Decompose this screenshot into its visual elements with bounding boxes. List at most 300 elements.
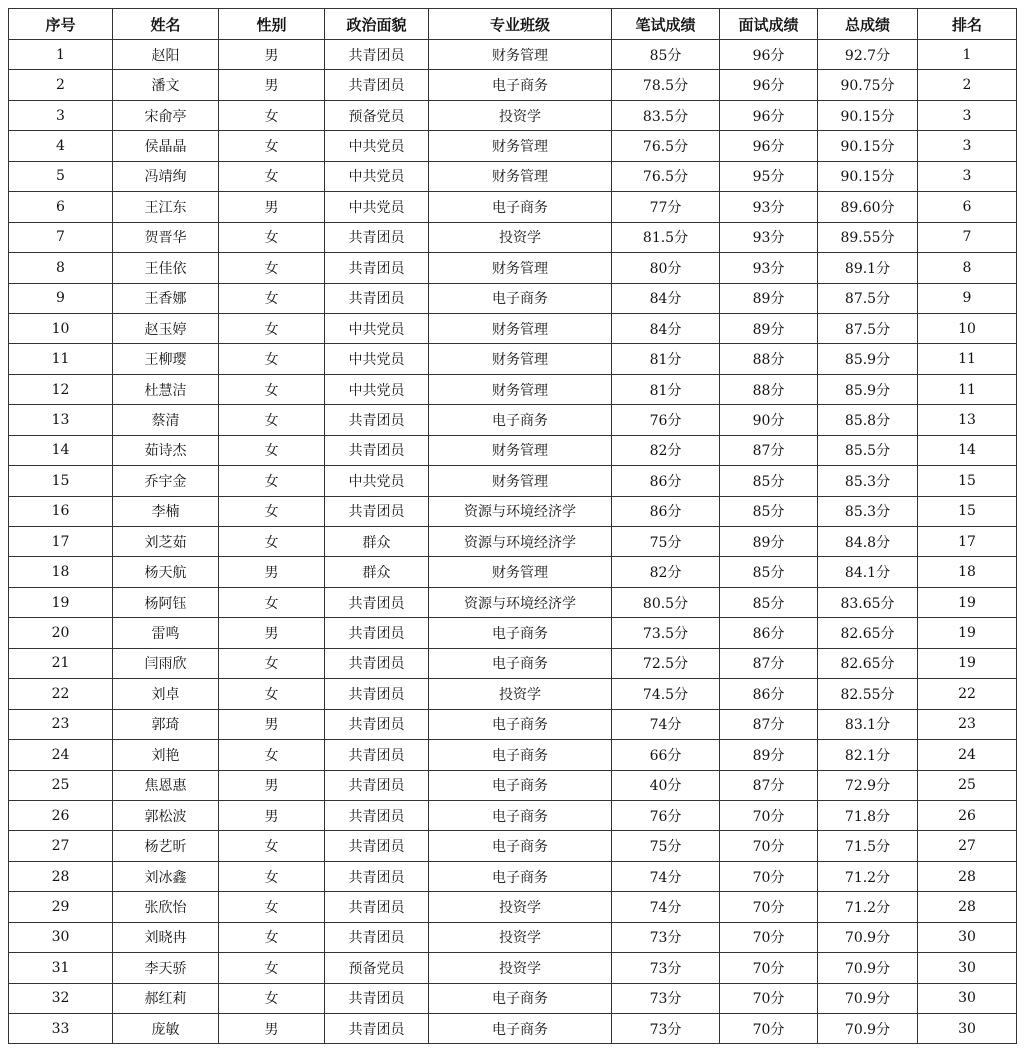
cell-interview-score: 70分 (720, 831, 818, 861)
cell-interview-score: 70分 (720, 1014, 818, 1044)
header-index: 序号 (9, 9, 113, 40)
cell-major-class: 投资学 (429, 892, 612, 922)
cell-interview-score: 96分 (720, 131, 818, 161)
cell-total-score: 84.8分 (818, 527, 918, 557)
cell-major-class: 资源与环境经济学 (429, 496, 612, 526)
table-row (9, 648, 1017, 678)
cell-gender: 女 (219, 922, 325, 952)
cell-index: 4 (9, 131, 113, 161)
cell-political-status: 群众 (325, 527, 429, 557)
cell-gender: 女 (219, 131, 325, 161)
cell-major-class: 财务管理 (429, 161, 612, 191)
cell-interview-score: 89分 (720, 283, 818, 313)
cell-political-status: 中共党员 (325, 192, 429, 222)
cell-political-status: 预备党员 (325, 100, 429, 130)
cell-major-class: 财务管理 (429, 313, 612, 343)
cell-interview-score: 90分 (720, 405, 818, 435)
cell-rank: 30 (918, 1014, 1017, 1044)
cell-major-class: 电子商务 (429, 283, 612, 313)
cell-rank: 9 (918, 283, 1017, 313)
cell-major-class: 投资学 (429, 100, 612, 130)
cell-rank: 28 (918, 861, 1017, 891)
cell-rank: 11 (918, 374, 1017, 404)
cell-total-score: 71.8分 (818, 800, 918, 830)
cell-index: 10 (9, 313, 113, 343)
cell-gender: 女 (219, 374, 325, 404)
cell-gender: 男 (219, 618, 325, 648)
cell-interview-score: 70分 (720, 892, 818, 922)
cell-total-score: 89.1分 (818, 253, 918, 283)
cell-interview-score: 86分 (720, 618, 818, 648)
cell-major-class: 财务管理 (429, 40, 612, 70)
cell-written-score: 83.5分 (612, 100, 720, 130)
cell-gender: 女 (219, 648, 325, 678)
header-written-score: 笔试成绩 (612, 9, 720, 40)
cell-major-class: 投资学 (429, 953, 612, 983)
cell-gender: 女 (219, 587, 325, 617)
cell-index: 22 (9, 679, 113, 709)
cell-total-score: 90.15分 (818, 131, 918, 161)
cell-gender: 男 (219, 800, 325, 830)
cell-political-status: 共青团员 (325, 70, 429, 100)
cell-interview-score: 87分 (720, 770, 818, 800)
cell-gender: 女 (219, 892, 325, 922)
cell-index: 12 (9, 374, 113, 404)
table-row (9, 679, 1017, 709)
cell-major-class: 电子商务 (429, 800, 612, 830)
cell-index: 6 (9, 192, 113, 222)
cell-rank: 30 (918, 953, 1017, 983)
cell-gender: 男 (219, 1014, 325, 1044)
cell-major-class: 电子商务 (429, 740, 612, 770)
table-row (9, 527, 1017, 557)
cell-major-class: 资源与环境经济学 (429, 587, 612, 617)
table-row (9, 283, 1017, 313)
cell-name: 贺晋华 (113, 222, 219, 252)
cell-written-score: 73分 (612, 953, 720, 983)
cell-written-score: 75分 (612, 527, 720, 557)
cell-written-score: 74分 (612, 861, 720, 891)
cell-name: 张欣怡 (113, 892, 219, 922)
table-row (9, 1014, 1017, 1044)
cell-political-status: 共青团员 (325, 922, 429, 952)
cell-index: 23 (9, 709, 113, 739)
cell-rank: 26 (918, 800, 1017, 830)
cell-index: 26 (9, 800, 113, 830)
cell-interview-score: 70分 (720, 800, 818, 830)
table-row (9, 557, 1017, 587)
table-row (9, 922, 1017, 952)
cell-major-class: 电子商务 (429, 770, 612, 800)
cell-political-status: 共青团员 (325, 679, 429, 709)
cell-total-score: 70.9分 (818, 953, 918, 983)
cell-rank: 28 (918, 892, 1017, 922)
cell-written-score: 72.5分 (612, 648, 720, 678)
cell-written-score: 73分 (612, 983, 720, 1013)
cell-political-status: 共青团员 (325, 861, 429, 891)
cell-written-score: 73分 (612, 1014, 720, 1044)
table-row (9, 983, 1017, 1013)
cell-rank: 17 (918, 527, 1017, 557)
cell-total-score: 70.9分 (818, 1014, 918, 1044)
cell-major-class: 投资学 (429, 222, 612, 252)
table-row (9, 192, 1017, 222)
cell-index: 21 (9, 648, 113, 678)
cell-interview-score: 89分 (720, 740, 818, 770)
cell-rank: 10 (918, 313, 1017, 343)
cell-name: 冯靖绚 (113, 161, 219, 191)
table-row (9, 618, 1017, 648)
cell-interview-score: 85分 (720, 557, 818, 587)
cell-rank: 27 (918, 831, 1017, 861)
table-row (9, 466, 1017, 496)
table-row (9, 740, 1017, 770)
cell-index: 27 (9, 831, 113, 861)
cell-name: 庞敏 (113, 1014, 219, 1044)
cell-written-score: 86分 (612, 496, 720, 526)
cell-interview-score: 96分 (720, 100, 818, 130)
cell-name: 刘晓冉 (113, 922, 219, 952)
cell-name: 刘冰鑫 (113, 861, 219, 891)
cell-major-class: 财务管理 (429, 344, 612, 374)
cell-name: 李楠 (113, 496, 219, 526)
cell-political-status: 共青团员 (325, 435, 429, 465)
cell-index: 1 (9, 40, 113, 70)
cell-total-score: 71.5分 (818, 831, 918, 861)
cell-total-score: 85.9分 (818, 344, 918, 374)
cell-total-score: 85.5分 (818, 435, 918, 465)
cell-rank: 18 (918, 557, 1017, 587)
table-row (9, 253, 1017, 283)
cell-index: 17 (9, 527, 113, 557)
cell-written-score: 82分 (612, 557, 720, 587)
table-row (9, 313, 1017, 343)
cell-major-class: 投资学 (429, 679, 612, 709)
cell-index: 29 (9, 892, 113, 922)
cell-written-score: 86分 (612, 466, 720, 496)
cell-total-score: 90.15分 (818, 100, 918, 130)
cell-gender: 女 (219, 283, 325, 313)
table-body (9, 40, 1017, 1044)
cell-major-class: 财务管理 (429, 435, 612, 465)
cell-interview-score: 86分 (720, 679, 818, 709)
cell-rank: 1 (918, 40, 1017, 70)
cell-interview-score: 85分 (720, 466, 818, 496)
cell-total-score: 85.3分 (818, 466, 918, 496)
cell-total-score: 87.5分 (818, 313, 918, 343)
cell-name: 侯晶晶 (113, 131, 219, 161)
cell-written-score: 84分 (612, 283, 720, 313)
cell-rank: 25 (918, 770, 1017, 800)
cell-political-status: 共青团员 (325, 770, 429, 800)
cell-political-status: 中共党员 (325, 374, 429, 404)
cell-name: 杨艺昕 (113, 831, 219, 861)
cell-major-class: 电子商务 (429, 618, 612, 648)
table-row (9, 831, 1017, 861)
cell-index: 13 (9, 405, 113, 435)
cell-political-status: 共青团员 (325, 405, 429, 435)
cell-interview-score: 85分 (720, 496, 818, 526)
table-row (9, 800, 1017, 830)
cell-total-score: 82.65分 (818, 648, 918, 678)
cell-gender: 女 (219, 679, 325, 709)
cell-major-class: 电子商务 (429, 405, 612, 435)
cell-index: 11 (9, 344, 113, 374)
cell-political-status: 共青团员 (325, 831, 429, 861)
cell-major-class: 财务管理 (429, 466, 612, 496)
cell-gender: 女 (219, 466, 325, 496)
cell-name: 茹诗杰 (113, 435, 219, 465)
cell-index: 14 (9, 435, 113, 465)
cell-name: 刘艳 (113, 740, 219, 770)
header-total-score: 总成绩 (818, 9, 918, 40)
cell-name: 王江东 (113, 192, 219, 222)
cell-written-score: 73.5分 (612, 618, 720, 648)
table-row (9, 861, 1017, 891)
cell-gender: 女 (219, 953, 325, 983)
cell-rank: 11 (918, 344, 1017, 374)
cell-name: 赵玉婷 (113, 313, 219, 343)
table-row (9, 374, 1017, 404)
cell-name: 杜慧洁 (113, 374, 219, 404)
cell-gender: 女 (219, 435, 325, 465)
cell-index: 20 (9, 618, 113, 648)
cell-rank: 2 (918, 70, 1017, 100)
cell-gender: 女 (219, 222, 325, 252)
cell-major-class: 电子商务 (429, 709, 612, 739)
cell-interview-score: 95分 (720, 161, 818, 191)
cell-rank: 30 (918, 983, 1017, 1013)
cell-total-score: 71.2分 (818, 861, 918, 891)
cell-total-score: 82.55分 (818, 679, 918, 709)
cell-political-status: 共青团员 (325, 648, 429, 678)
cell-name: 焦恩惠 (113, 770, 219, 800)
cell-gender: 女 (219, 527, 325, 557)
cell-index: 9 (9, 283, 113, 313)
cell-name: 杨天航 (113, 557, 219, 587)
cell-major-class: 电子商务 (429, 831, 612, 861)
cell-political-status: 共青团员 (325, 1014, 429, 1044)
cell-political-status: 中共党员 (325, 344, 429, 374)
cell-political-status: 共青团员 (325, 983, 429, 1013)
cell-written-score: 66分 (612, 740, 720, 770)
cell-written-score: 75分 (612, 831, 720, 861)
cell-total-score: 83.1分 (818, 709, 918, 739)
cell-written-score: 74.5分 (612, 679, 720, 709)
cell-rank: 8 (918, 253, 1017, 283)
cell-interview-score: 87分 (720, 648, 818, 678)
cell-total-score: 71.2分 (818, 892, 918, 922)
cell-interview-score: 88分 (720, 374, 818, 404)
cell-index: 24 (9, 740, 113, 770)
table-row (9, 344, 1017, 374)
cell-index: 15 (9, 466, 113, 496)
cell-gender: 女 (219, 344, 325, 374)
cell-rank: 13 (918, 405, 1017, 435)
cell-rank: 22 (918, 679, 1017, 709)
cell-major-class: 电子商务 (429, 983, 612, 1013)
cell-political-status: 共青团员 (325, 40, 429, 70)
cell-interview-score: 88分 (720, 344, 818, 374)
cell-name: 蔡清 (113, 405, 219, 435)
cell-gender: 男 (219, 192, 325, 222)
table-row (9, 953, 1017, 983)
cell-index: 7 (9, 222, 113, 252)
cell-interview-score: 89分 (720, 527, 818, 557)
cell-index: 5 (9, 161, 113, 191)
cell-written-score: 81.5分 (612, 222, 720, 252)
table-row (9, 405, 1017, 435)
cell-name: 王香娜 (113, 283, 219, 313)
cell-total-score: 92.7分 (818, 40, 918, 70)
cell-interview-score: 70分 (720, 953, 818, 983)
cell-major-class: 财务管理 (429, 557, 612, 587)
cell-name: 雷鸣 (113, 618, 219, 648)
score-table-container (8, 8, 1017, 1044)
table-row (9, 770, 1017, 800)
table-row (9, 40, 1017, 70)
cell-rank: 19 (918, 587, 1017, 617)
cell-political-status: 共青团员 (325, 740, 429, 770)
cell-political-status: 共青团员 (325, 496, 429, 526)
cell-total-score: 70.9分 (818, 922, 918, 952)
cell-written-score: 76分 (612, 405, 720, 435)
cell-name: 杨阿钰 (113, 587, 219, 617)
cell-political-status: 共青团员 (325, 618, 429, 648)
cell-major-class: 财务管理 (429, 131, 612, 161)
cell-name: 赵阳 (113, 40, 219, 70)
header-row (9, 9, 1017, 40)
cell-political-status: 共青团员 (325, 253, 429, 283)
cell-political-status: 共青团员 (325, 222, 429, 252)
table-row (9, 70, 1017, 100)
cell-total-score: 85.9分 (818, 374, 918, 404)
cell-name: 闫雨欣 (113, 648, 219, 678)
cell-total-score: 72.9分 (818, 770, 918, 800)
cell-rank: 15 (918, 466, 1017, 496)
cell-major-class: 电子商务 (429, 192, 612, 222)
cell-written-score: 40分 (612, 770, 720, 800)
cell-total-score: 89.60分 (818, 192, 918, 222)
cell-interview-score: 96分 (720, 40, 818, 70)
cell-index: 19 (9, 587, 113, 617)
table-row (9, 587, 1017, 617)
cell-total-score: 82.65分 (818, 618, 918, 648)
cell-gender: 男 (219, 709, 325, 739)
cell-name: 刘卓 (113, 679, 219, 709)
cell-major-class: 电子商务 (429, 861, 612, 891)
cell-interview-score: 96分 (720, 70, 818, 100)
cell-index: 3 (9, 100, 113, 130)
cell-gender: 女 (219, 313, 325, 343)
cell-total-score: 89.55分 (818, 222, 918, 252)
cell-political-status: 共青团员 (325, 709, 429, 739)
cell-major-class: 资源与环境经济学 (429, 527, 612, 557)
cell-written-score: 81分 (612, 344, 720, 374)
cell-rank: 14 (918, 435, 1017, 465)
cell-index: 8 (9, 253, 113, 283)
cell-political-status: 群众 (325, 557, 429, 587)
table-row (9, 709, 1017, 739)
cell-written-score: 80.5分 (612, 587, 720, 617)
cell-index: 28 (9, 861, 113, 891)
header-political-status: 政治面貌 (325, 9, 429, 40)
cell-major-class: 电子商务 (429, 70, 612, 100)
cell-political-status: 共青团员 (325, 587, 429, 617)
table-row (9, 892, 1017, 922)
cell-index: 2 (9, 70, 113, 100)
cell-gender: 女 (219, 831, 325, 861)
cell-interview-score: 70分 (720, 861, 818, 891)
cell-political-status: 中共党员 (325, 313, 429, 343)
cell-index: 25 (9, 770, 113, 800)
cell-political-status: 中共党员 (325, 466, 429, 496)
cell-rank: 3 (918, 131, 1017, 161)
table-row (9, 100, 1017, 130)
cell-written-score: 82分 (612, 435, 720, 465)
cell-total-score: 90.15分 (818, 161, 918, 191)
cell-index: 32 (9, 983, 113, 1013)
cell-name: 郭琦 (113, 709, 219, 739)
cell-major-class: 财务管理 (429, 374, 612, 404)
cell-total-score: 82.1分 (818, 740, 918, 770)
header-rank: 排名 (918, 9, 1017, 40)
cell-total-score: 84.1分 (818, 557, 918, 587)
cell-written-score: 77分 (612, 192, 720, 222)
cell-written-score: 81分 (612, 374, 720, 404)
cell-total-score: 83.65分 (818, 587, 918, 617)
cell-rank: 3 (918, 100, 1017, 130)
cell-gender: 女 (219, 405, 325, 435)
header-major-class: 专业班级 (429, 9, 612, 40)
cell-total-score: 85.3分 (818, 496, 918, 526)
cell-major-class: 投资学 (429, 922, 612, 952)
cell-written-score: 80分 (612, 253, 720, 283)
cell-name: 王柳璎 (113, 344, 219, 374)
cell-gender: 女 (219, 496, 325, 526)
cell-gender: 男 (219, 40, 325, 70)
cell-interview-score: 85分 (720, 587, 818, 617)
cell-written-score: 85分 (612, 40, 720, 70)
cell-rank: 7 (918, 222, 1017, 252)
cell-name: 潘文 (113, 70, 219, 100)
table-header (9, 9, 1017, 40)
cell-interview-score: 87分 (720, 435, 818, 465)
cell-total-score: 90.75分 (818, 70, 918, 100)
cell-total-score: 70.9分 (818, 983, 918, 1013)
cell-name: 宋俞亭 (113, 100, 219, 130)
cell-gender: 女 (219, 861, 325, 891)
score-table (8, 8, 1017, 1044)
cell-political-status: 共青团员 (325, 800, 429, 830)
cell-political-status: 共青团员 (325, 892, 429, 922)
cell-political-status: 中共党员 (325, 131, 429, 161)
cell-interview-score: 93分 (720, 253, 818, 283)
cell-gender: 男 (219, 70, 325, 100)
header-name: 姓名 (113, 9, 219, 40)
cell-rank: 30 (918, 922, 1017, 952)
cell-name: 乔宇金 (113, 466, 219, 496)
header-interview-score: 面试成绩 (720, 9, 818, 40)
table-row (9, 161, 1017, 191)
cell-political-status: 预备党员 (325, 953, 429, 983)
cell-gender: 女 (219, 740, 325, 770)
cell-written-score: 78.5分 (612, 70, 720, 100)
cell-rank: 24 (918, 740, 1017, 770)
cell-interview-score: 87分 (720, 709, 818, 739)
cell-gender: 女 (219, 100, 325, 130)
header-gender: 性别 (219, 9, 325, 40)
